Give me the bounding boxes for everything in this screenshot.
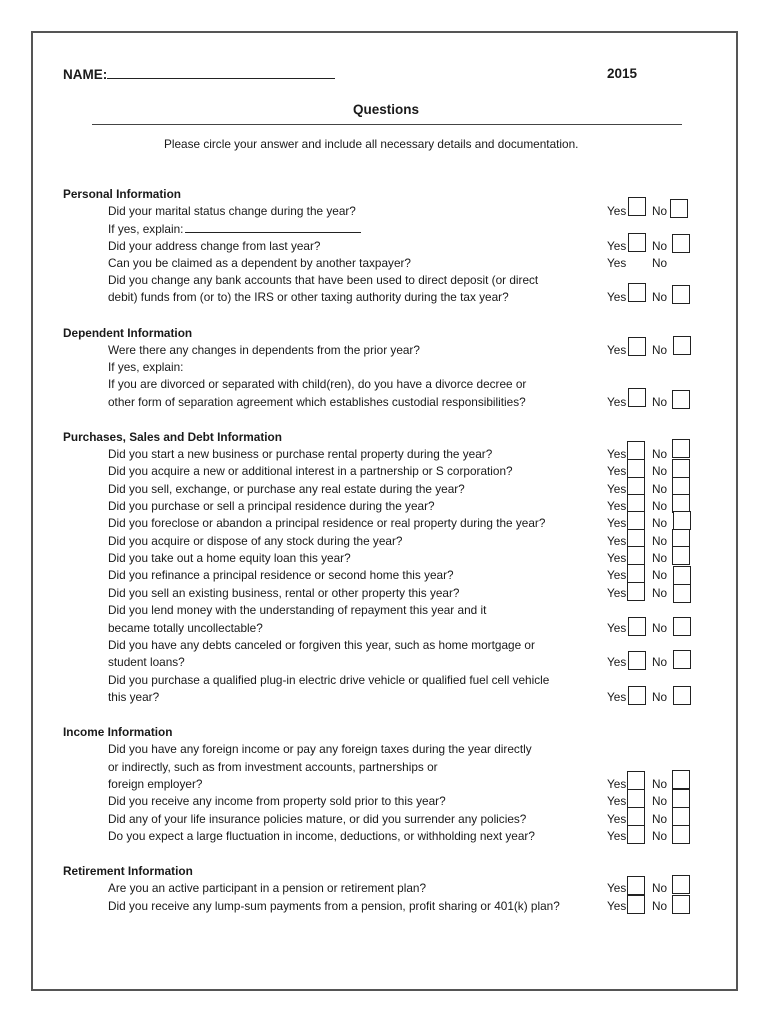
no-checkbox[interactable] [673, 686, 691, 705]
question-text: Did you refinance a principal residence or second home this year? [108, 568, 454, 582]
no-checkbox[interactable] [673, 617, 691, 636]
yes-label: Yes [607, 395, 627, 409]
no-label: No [652, 690, 668, 704]
question-text: Are you an active participant in a pension or retirement plan? [108, 881, 427, 895]
yes-label: Yes [607, 621, 627, 635]
yes-label: Yes [607, 568, 627, 582]
question-text: Did you receive any income from property sold prior to this year? [108, 794, 446, 808]
yes-label: Yes [607, 534, 627, 548]
yes-label: Yes [607, 812, 627, 826]
question-text: Did you sell an existing business, rental or other property this year? [108, 586, 460, 600]
yes-label: Yes [607, 655, 627, 669]
no-checkbox[interactable] [672, 875, 690, 894]
no-checkbox[interactable] [672, 807, 690, 826]
question-text: Did you start a new business or purchase rental property during the year? [108, 447, 493, 461]
no-checkbox[interactable] [672, 895, 690, 914]
no-checkbox[interactable] [672, 285, 690, 304]
yes-checkbox[interactable] [628, 686, 646, 705]
yes-label: Yes [607, 499, 627, 513]
question-text: Did you sell, exchange, or purchase any real estate during the year? [108, 482, 465, 496]
no-label: No [652, 881, 668, 895]
no-label: No [652, 516, 668, 530]
no-label: No [652, 621, 668, 635]
no-checkbox[interactable] [672, 390, 690, 409]
section-heading-personal: Personal Information [63, 187, 181, 201]
no-label: No [652, 829, 668, 843]
no-label: No [652, 239, 668, 253]
section-heading-dependent: Dependent Information [63, 326, 193, 340]
yes-label: Yes [607, 777, 627, 791]
question-text: or indirectly, such as from investment accounts, partnerships or [108, 760, 438, 774]
tax-year: 2015 [607, 66, 638, 81]
page-title: Questions [353, 102, 420, 117]
question-text: Do you expect a large fluctuation in income, deductions, or withholding next year? [108, 829, 535, 843]
yes-checkbox[interactable] [627, 582, 645, 601]
no-checkbox[interactable] [673, 336, 691, 355]
yes-label: Yes [607, 447, 627, 461]
yes-label: Yes [607, 239, 627, 253]
question-text: Did you take out a home equity loan this year? [108, 551, 351, 565]
yes-label: Yes [607, 690, 627, 704]
no-checkbox[interactable] [672, 825, 690, 844]
yes-checkbox[interactable] [627, 771, 645, 790]
name-label-row [63, 66, 335, 82]
yes-checkbox[interactable] [627, 789, 645, 808]
yes-label: Yes [607, 551, 627, 565]
yes-checkbox[interactable] [628, 233, 646, 252]
title-divider [92, 124, 682, 125]
no-checkbox[interactable] [673, 584, 691, 603]
question-text: other form of separation agreement which establishes custodial responsibilities? [108, 395, 526, 409]
yes-label: Yes [607, 586, 627, 600]
no-checkbox[interactable] [672, 234, 690, 253]
question-text: Did you purchase a qualified plug-in electric drive vehicle or qualified fuel cell vehicle [108, 673, 550, 687]
yes-checkbox[interactable] [628, 197, 646, 216]
yes-label: Yes [607, 343, 627, 357]
question-text: Did you receive any lump-sum payments from a pension, profit sharing or 401(k) plan? [108, 899, 560, 913]
yes-checkbox[interactable] [627, 564, 645, 583]
question-text: Did you lend money with the understanding of repayment this year and it [108, 603, 487, 617]
question-text: Did any of your life insurance policies mature, or did you surrender any policies? [108, 812, 527, 826]
explain-blank-line[interactable] [185, 221, 361, 233]
instructions: Please circle your answer and include all necessary details and documentation. [164, 137, 579, 151]
no-label: No [652, 204, 668, 218]
no-label: No [652, 812, 668, 826]
question-text: If you are divorced or separated with child(ren), do you have a divorce decree or [108, 377, 527, 391]
no-label: No [652, 534, 668, 548]
no-checkbox[interactable] [673, 566, 691, 585]
question-text: foreign employer? [108, 777, 203, 791]
question-text: Can you be claimed as a dependent by another taxpayer? [108, 256, 411, 270]
no-checkbox[interactable] [672, 459, 690, 478]
question-text: became totally uncollectable? [108, 621, 263, 635]
yes-checkbox[interactable] [628, 617, 646, 636]
no-checkbox[interactable] [672, 789, 690, 808]
question-text: this year? [108, 690, 160, 704]
question-text: Did your marital status change during the year? [108, 204, 356, 218]
question-text: debit) funds from (or to) the IRS or other taxing authority during the tax year? [108, 290, 509, 304]
no-label: No [652, 482, 668, 496]
yes-checkbox[interactable] [627, 876, 645, 895]
yes-label: Yes [607, 482, 627, 496]
yes-checkbox[interactable] [627, 441, 645, 460]
yes-checkbox[interactable] [627, 511, 645, 530]
yes-checkbox[interactable] [628, 283, 646, 302]
no-checkbox[interactable] [672, 439, 690, 458]
yes-checkbox[interactable] [627, 895, 645, 914]
question-text: Did you foreclose or abandon a principal residence or real property during the year? [108, 516, 546, 530]
question-text: Did your address change from last year? [108, 239, 321, 253]
yes-checkbox[interactable] [627, 825, 645, 844]
no-label: No [652, 343, 668, 357]
question-text: Were there any changes in dependents from the prior year? [108, 343, 420, 357]
section-heading-retirement: Retirement Information [63, 864, 193, 878]
yes-label: Yes [607, 464, 627, 478]
question-text: Did you purchase or sell a principal residence during the year? [108, 499, 435, 513]
question-text: student loans? [108, 655, 185, 669]
no-label: No [652, 256, 668, 270]
question-text: Did you have any debts canceled or forgiven this year, such as home mortgage or [108, 638, 535, 652]
no-label: No [652, 568, 668, 582]
yes-label: Yes [607, 516, 627, 530]
no-checkbox[interactable] [673, 511, 691, 530]
no-label: No [652, 499, 668, 513]
no-checkbox[interactable] [672, 546, 690, 565]
name-label: NAME: [63, 67, 108, 82]
no-label: No [652, 586, 668, 600]
no-checkbox[interactable] [670, 199, 688, 218]
no-label: No [652, 551, 668, 565]
no-label: No [652, 464, 668, 478]
question-text: Did you change any bank accounts that have been used to direct deposit (or direct [108, 273, 539, 287]
yes-checkbox[interactable] [627, 546, 645, 565]
section-heading-income: Income Information [63, 725, 173, 739]
explain-row [108, 221, 361, 236]
no-label: No [652, 395, 668, 409]
yes-label: Yes [607, 899, 627, 913]
no-label: No [652, 447, 668, 461]
question-text: Did you acquire a new or additional interest in a partnership or S corporation? [108, 464, 513, 478]
yes-checkbox[interactable] [628, 337, 646, 356]
yes-checkbox[interactable] [627, 459, 645, 478]
section-heading-purchases: Purchases, Sales and Debt Information [63, 430, 282, 444]
question-text: Did you have any foreign income or pay any foreign taxes during the year directly [108, 742, 532, 756]
yes-checkbox[interactable] [627, 807, 645, 826]
yes-label: Yes [607, 829, 627, 843]
no-label: No [652, 655, 668, 669]
explain-label: If yes, explain: [108, 360, 184, 374]
yes-label: Yes [607, 794, 627, 808]
no-label: No [652, 899, 668, 913]
no-checkbox[interactable] [673, 650, 691, 669]
no-label: No [652, 777, 668, 791]
yes-checkbox[interactable] [628, 651, 646, 670]
no-label: No [652, 290, 668, 304]
no-label: No [652, 794, 668, 808]
no-checkbox[interactable] [672, 770, 690, 789]
yes-label: Yes [607, 256, 627, 270]
explain-label: If yes, explain: [108, 222, 184, 236]
name-blank-line[interactable] [107, 66, 335, 79]
yes-label: Yes [607, 881, 627, 895]
yes-label: Yes [607, 290, 627, 304]
question-text: Did you acquire or dispose of any stock during the year? [108, 534, 403, 548]
yes-label: Yes [607, 204, 627, 218]
yes-checkbox[interactable] [628, 388, 646, 407]
